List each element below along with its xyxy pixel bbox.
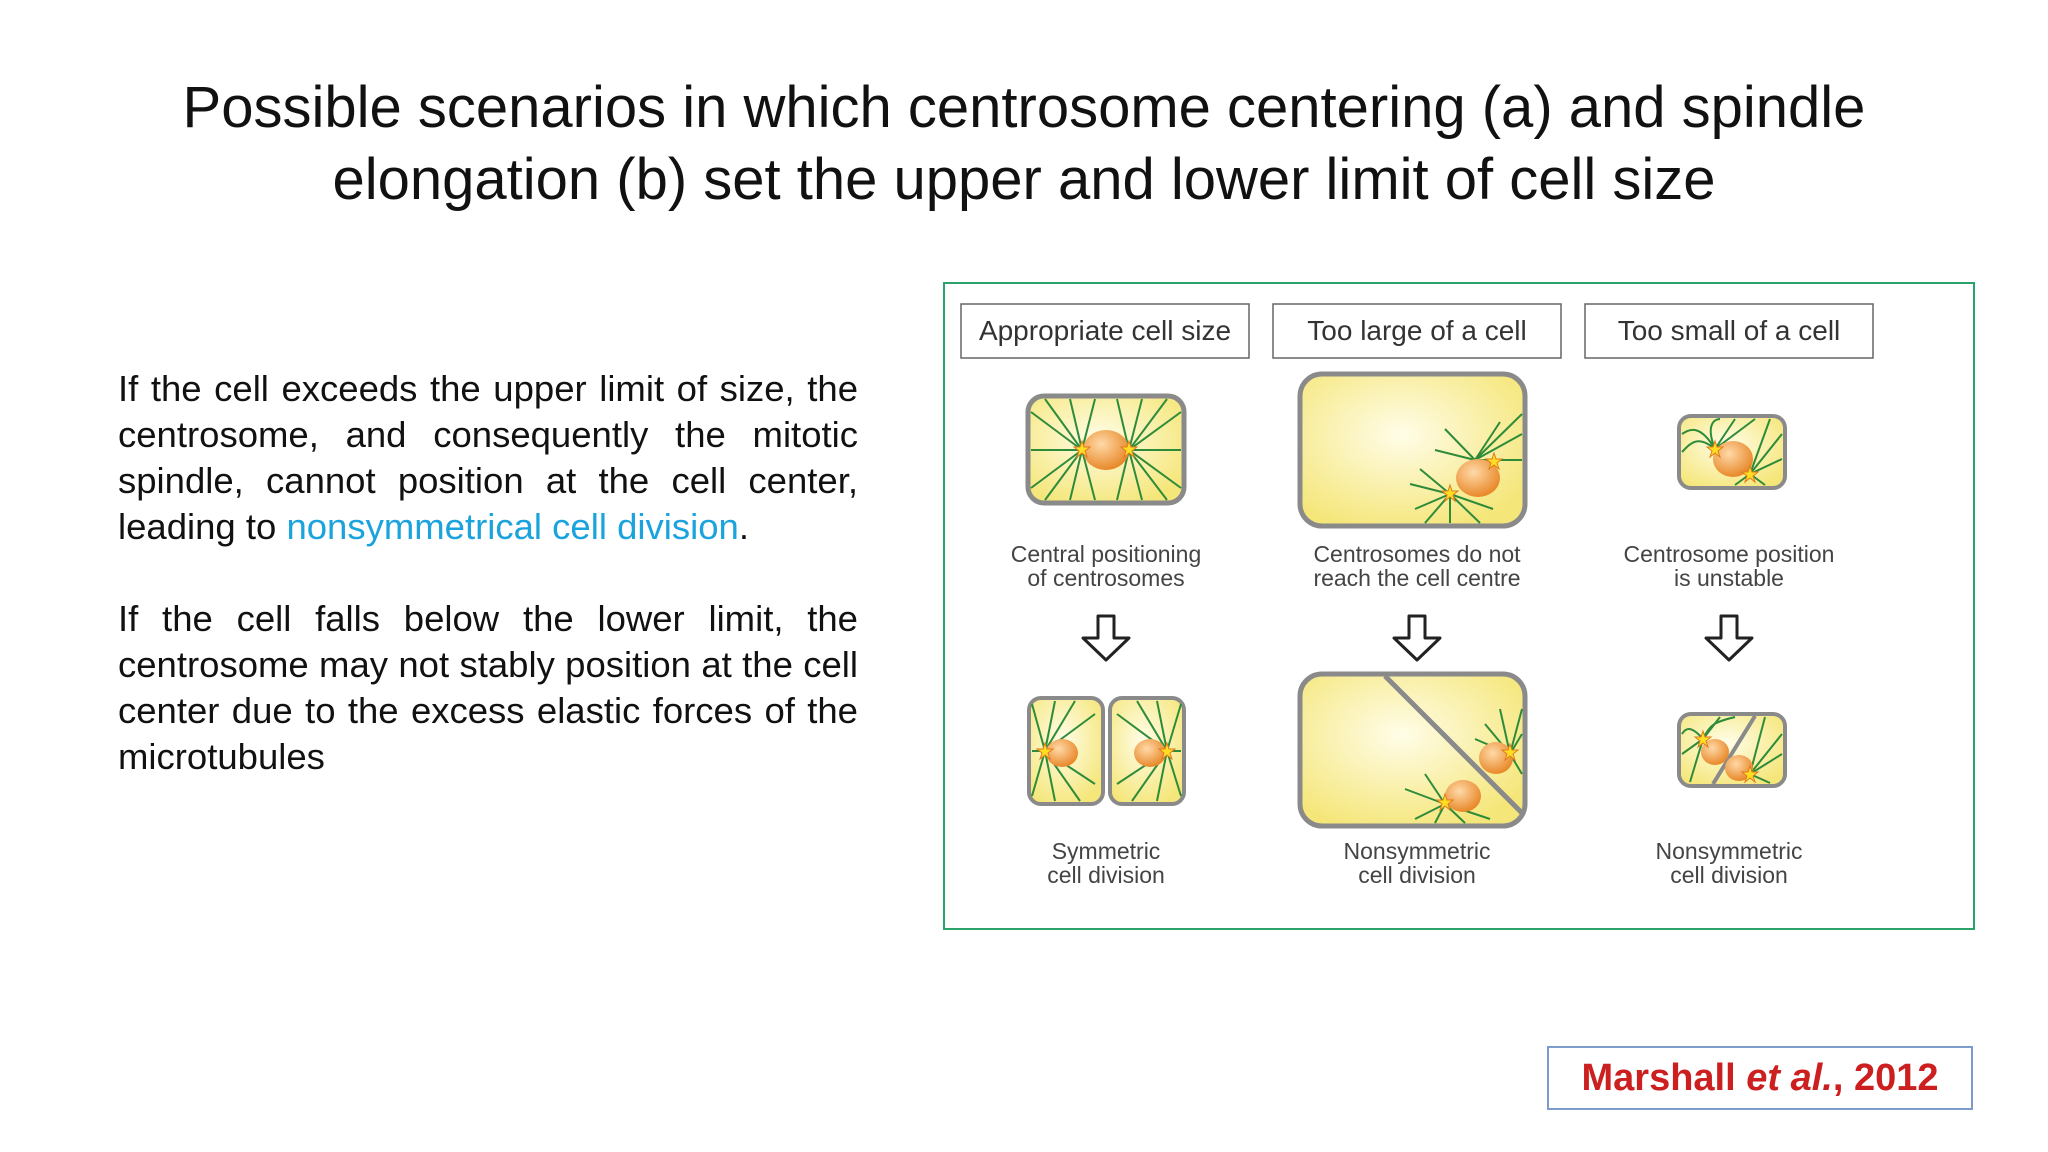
title-line-1: Possible scenarios in which centrosome centering (a) and spindle xyxy=(182,75,1866,140)
body-text xyxy=(118,366,858,780)
nonsymmetrical-division-link[interactable]: nonsymmetrical cell division xyxy=(286,506,739,547)
paragraph-upper-limit-end: . xyxy=(738,506,749,547)
slide-title xyxy=(80,72,1968,216)
paragraph-upper-limit xyxy=(118,366,858,550)
caption-centrosomes-not-reach-1: Centrosomes do not xyxy=(1313,541,1521,567)
caption-symmetric-2: cell division xyxy=(1047,862,1165,888)
cell-size-figure xyxy=(943,282,1975,930)
caption-nonsymmetric-large-2: cell division xyxy=(1358,862,1476,888)
reference-name: Marshall xyxy=(1581,1057,1747,1099)
header-too-large: Too large of a cell xyxy=(1307,315,1527,346)
caption-nonsymmetric-large-1: Nonsymmetric xyxy=(1343,838,1491,864)
caption-symmetric-1: Symmetric xyxy=(1051,838,1161,864)
caption-position-unstable-1: Centrosome position xyxy=(1623,541,1835,567)
reference-citation xyxy=(1547,1046,1973,1110)
header-appropriate: Appropriate cell size xyxy=(978,315,1232,346)
nonsymmetric-large-cells xyxy=(1300,674,1525,826)
down-arrow-icon xyxy=(1394,616,1440,660)
caption-position-unstable-2: is unstable xyxy=(1674,565,1784,591)
header-too-small: Too small of a cell xyxy=(1617,315,1841,346)
reference-year: , 2012 xyxy=(1832,1057,1939,1099)
appropriate-cell xyxy=(1028,396,1184,503)
too-large-cell xyxy=(1300,374,1525,526)
nonsymmetric-small-cells xyxy=(1679,714,1785,786)
too-small-cell xyxy=(1679,416,1785,488)
down-arrow-icon xyxy=(1706,616,1752,660)
caption-central-positioning-2: of centrosomes xyxy=(1027,565,1185,591)
caption-nonsymmetric-small-1: Nonsymmetric xyxy=(1655,838,1803,864)
caption-nonsymmetric-small-2: cell division xyxy=(1670,862,1788,888)
title-line-2: elongation (b) set the upper and lower limit of cell size xyxy=(332,147,1716,212)
paragraph-lower-limit: If the cell falls below the lower limit, the centrosome may not stably position at the cell center due to the excess elastic forces of the microtubules xyxy=(118,598,858,777)
reference-etal: et al. xyxy=(1746,1057,1833,1099)
down-arrow-icon xyxy=(1083,616,1129,660)
caption-centrosomes-not-reach-2: reach the cell centre xyxy=(1313,565,1521,591)
paragraph-upper-limit-text: If the cell exceeds the upper limit of size, the centrosome, and consequently the mitotic spindle, cannot position at the cell center, leading to xyxy=(118,368,858,547)
caption-central-positioning-1: Central positioning xyxy=(1010,541,1202,567)
symmetric-division-cells xyxy=(1029,698,1184,804)
